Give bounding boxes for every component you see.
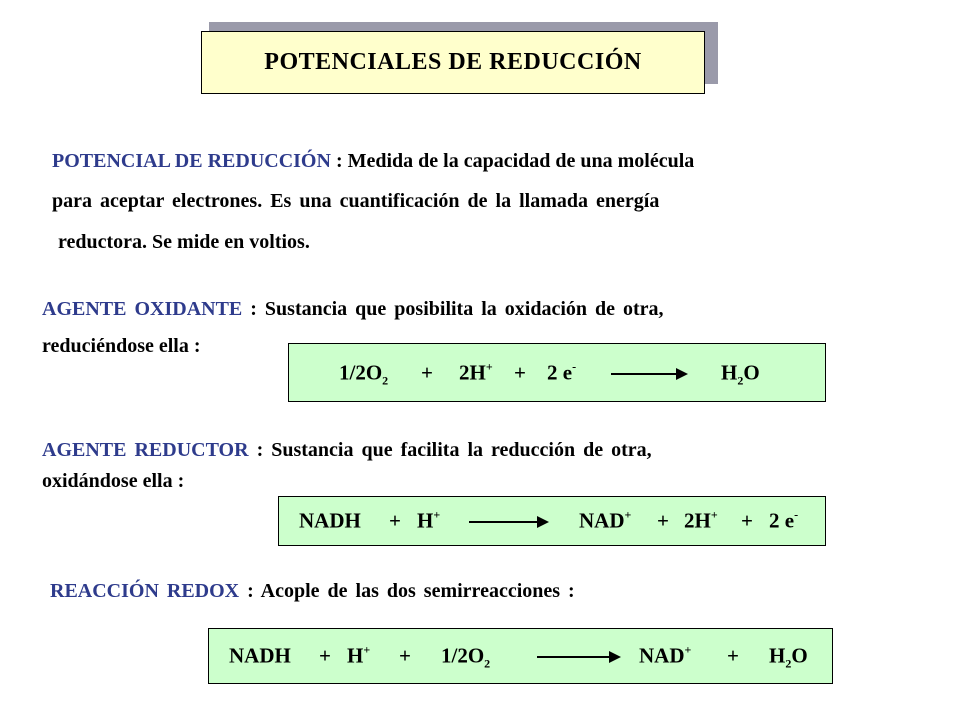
redox-eq-product-water: $H_2O$ [769,643,808,671]
reductor-eq-product-nad: NAD+ [579,507,632,533]
reductor-text-1: : Sustancia que facilita la reducción de otra, [256,439,652,461]
redox-eq-reactant-nadh: NADH [229,643,291,668]
reductor-eq-arrow-icon [469,521,547,523]
reductor-eq-product-electrons: 2 e- [769,507,799,533]
oxidant-eq-reactant-o2: $1/2O_2$ [339,360,389,387]
oxidant-eq-reactant-h: 2H+ [459,359,493,384]
redox-eq-arrow-icon [537,656,619,658]
oxidant-eq-plus-2: + [514,360,526,384]
oxidant-eq-product-water: $H_2O$ [721,360,760,387]
redox-eq-reactant-o2: $1/2O_2$ [441,643,491,671]
redox-eq-plus-2: + [399,643,411,668]
definition-line-1 [52,150,694,173]
redox-text-1: : Acople de las dos semirreacciones : [247,580,575,602]
redox-term: REACCIÓN REDOX [50,580,240,602]
redox-eq-plus-1: + [319,643,331,668]
oxidant-line-2: reduciéndose ella : [42,335,201,357]
reductor-line-2: oxidándose ella : [42,470,185,492]
redox-eq-product-nad: NAD+ [639,642,692,668]
reductor-line-1 [42,439,652,462]
reductor-eq-product-h: 2H+ [684,507,718,533]
oxidant-equation-box [288,343,826,402]
oxidant-eq-reactant-electrons: 2 e- [547,359,577,384]
oxidant-term: AGENTE OXIDANTE [42,298,243,320]
oxidant-eq-arrow-icon [611,373,686,375]
page-title [201,31,705,94]
reductor-term: AGENTE REDUCTOR [42,439,249,461]
reductor-eq-reactant-nadh: NADH [299,508,361,533]
reductor-eq-plus-2: + [657,508,669,533]
oxidant-eq-plus-1: + [421,360,433,384]
reductor-eq-plus-1: + [389,508,401,533]
redox-eq-plus-3: + [727,643,739,668]
reductor-eq-reactant-h: H+ [417,507,441,533]
definition-text-1: : Medida de la capacidad de una molécula [335,150,695,172]
definition-line-3: reductora. Se mide en voltios. [58,231,310,253]
redox-line-1 [50,580,575,603]
reductor-eq-plus-3: + [741,508,753,533]
reductor-equation-box [278,496,826,546]
definition-term: POTENCIAL DE REDUCCIÓN [52,150,331,172]
page-title-text: POTENCIALES DE REDUCCIÓN [264,49,642,75]
redox-equation-box [208,628,833,684]
redox-eq-reactant-h: H+ [347,642,371,668]
definition-line-2: para aceptar electrones. Es una cuantificación de la llamada energía [52,190,660,212]
oxidant-text-1: : Sustancia que posibilita la oxidación de otra, [250,298,664,320]
oxidant-line-1 [42,298,664,321]
